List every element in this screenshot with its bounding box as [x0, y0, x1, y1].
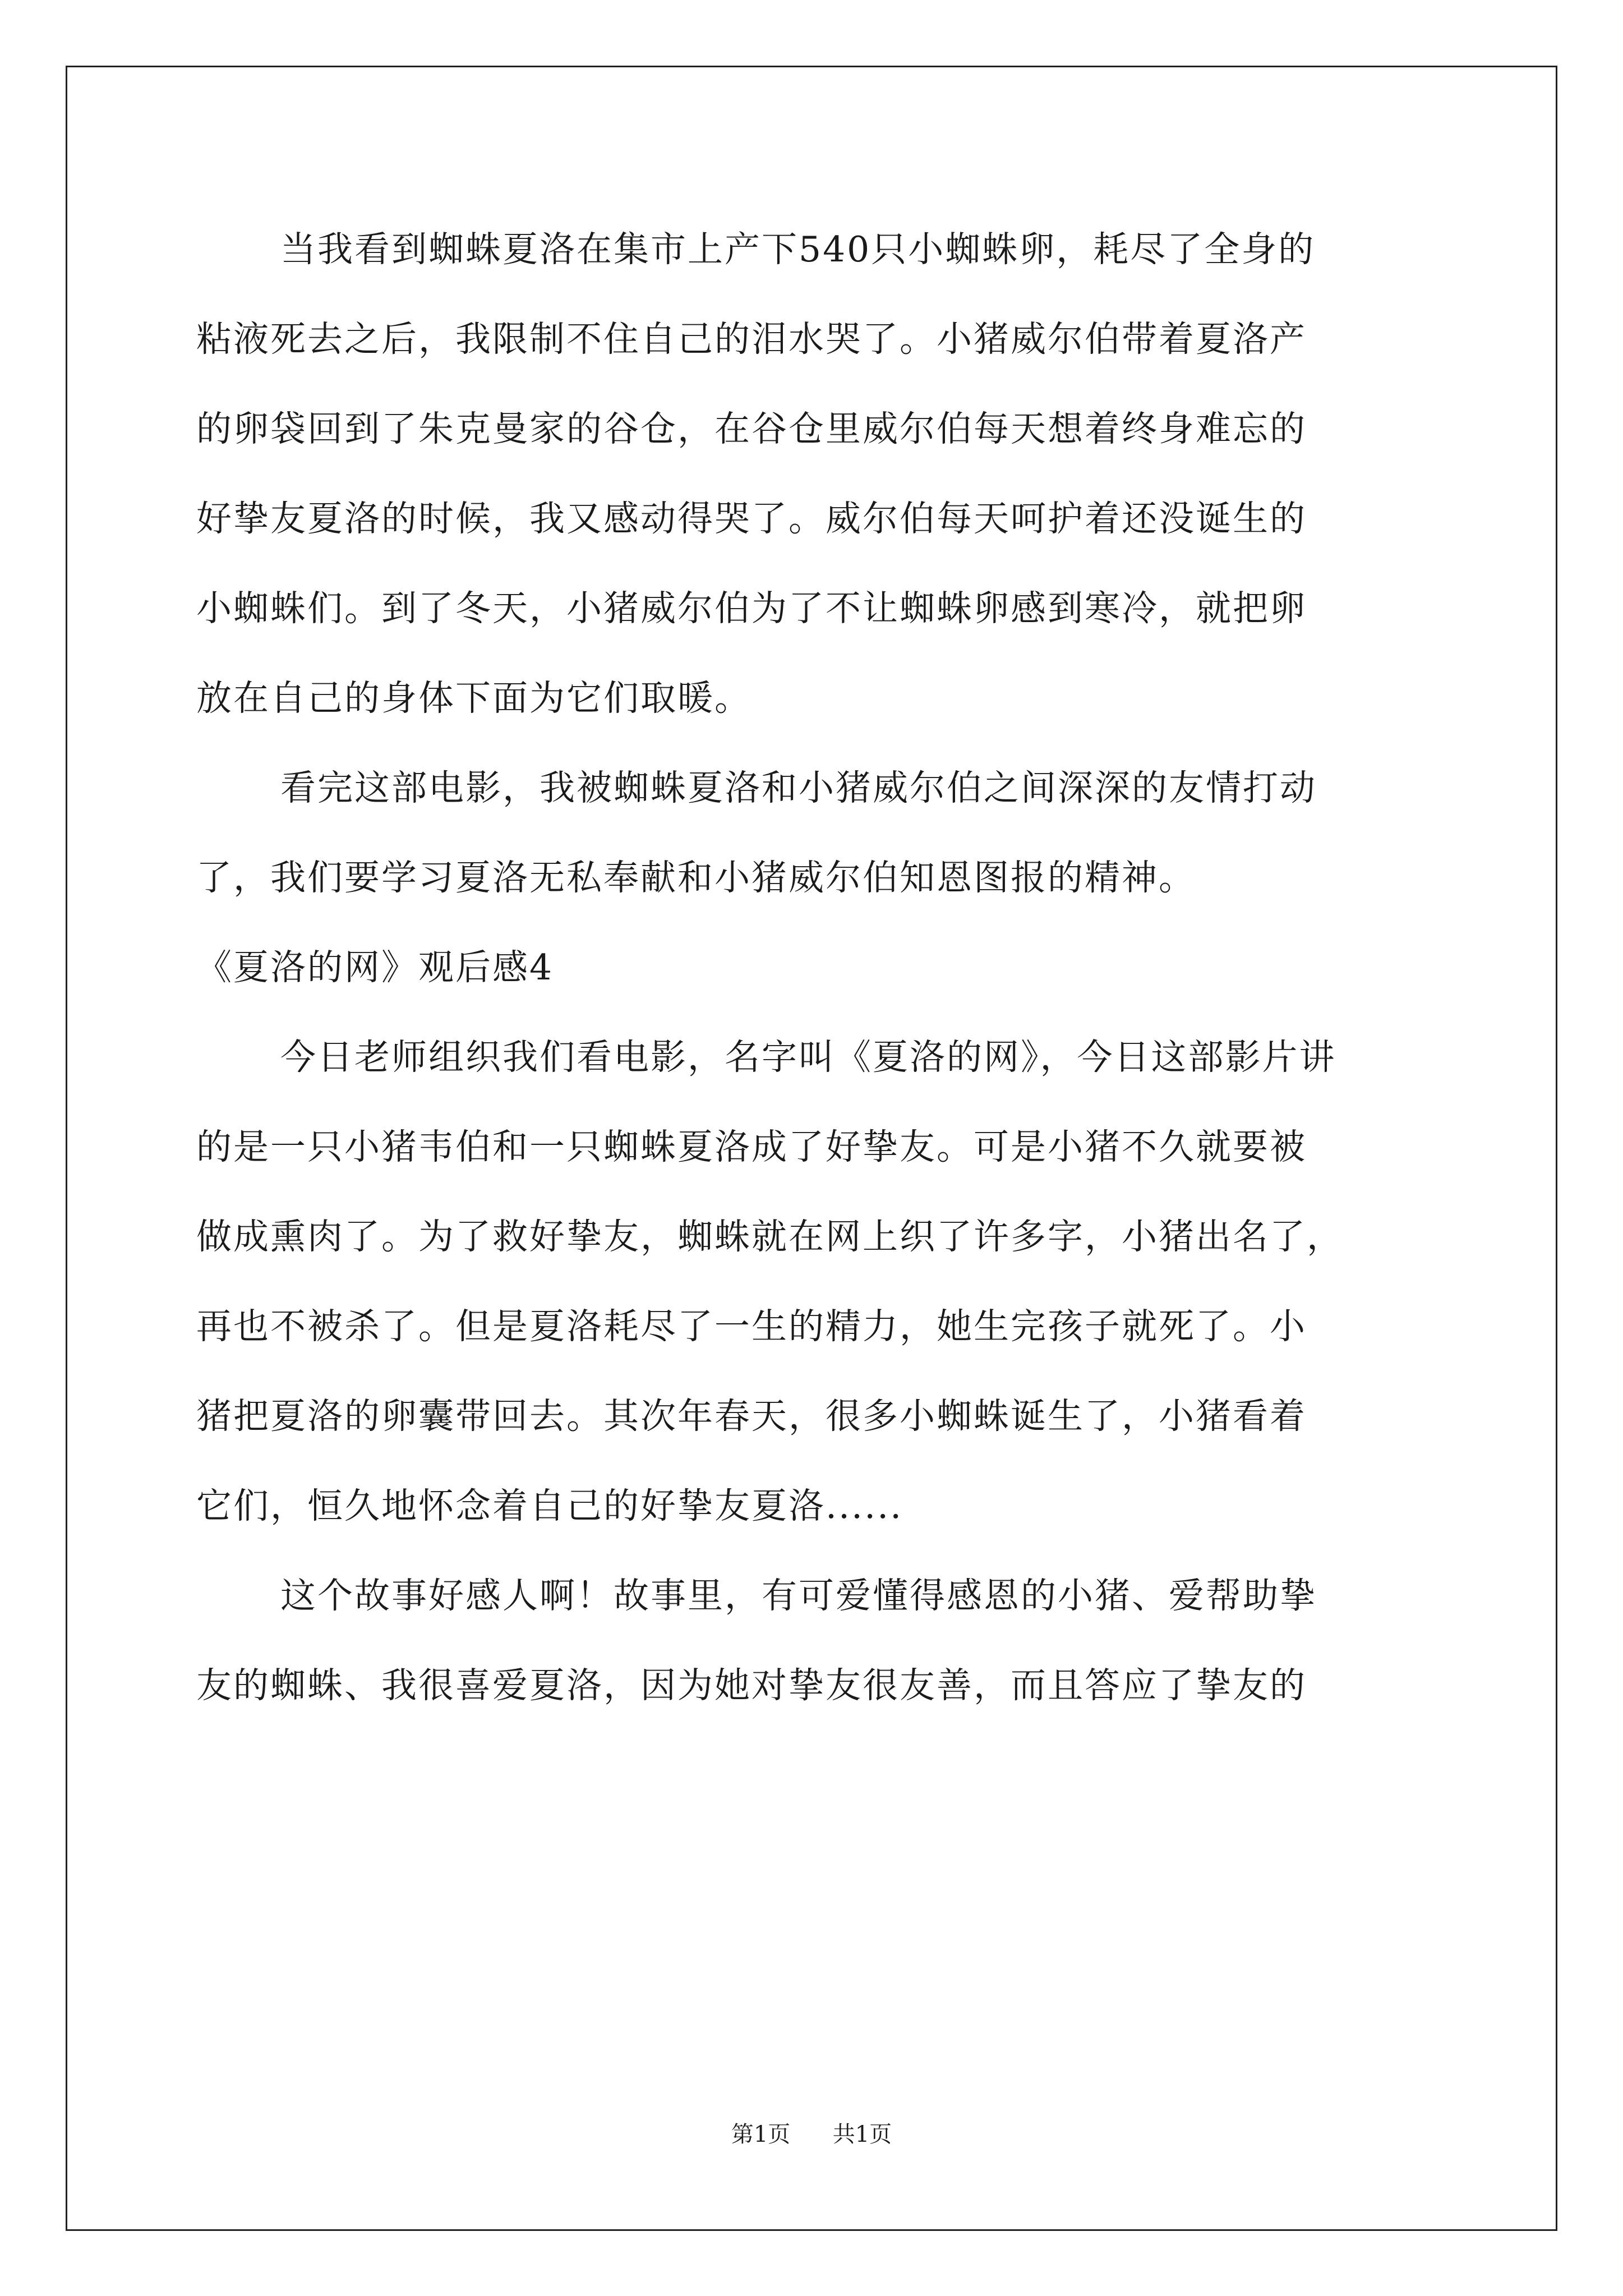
paragraph-line: 猪把夏洛的卵囊带回去。其次年春天，很多小蜘蛛诞生了，小猪看着	[196, 1396, 1307, 1437]
paragraph-line: 做成熏肉了。为了救好挚友，蜘蛛就在网上织了许多字，小猪出名了，	[196, 1216, 1344, 1257]
paragraph-line: 当我看到蜘蛛夏洛在集市上产下540只小蜘蛛卵，耗尽了全身的	[280, 229, 1316, 270]
page-footer	[0, 2120, 1623, 2148]
paragraph-line: 它们，恒久地怀念着自己的好挚友夏洛......	[196, 1485, 903, 1526]
paragraph-line: 的卵袋回到了朱克曼家的谷仓，在谷仓里威尔伯每天想着终身难忘的	[196, 408, 1307, 449]
page-total: 共1页	[832, 2122, 892, 2147]
paragraph-line: 了，我们要学习夏洛无私奉献和小猪威尔伯知恩图报的精神。	[196, 857, 1196, 898]
paragraph-line: 小蜘蛛们。到了冬天，小猪威尔伯为了不让蜘蛛卵感到寒冷，就把卵	[196, 588, 1307, 629]
page-number: 第1页	[731, 2122, 791, 2147]
paragraph-line: 的是一只小猪韦伯和一只蜘蛛夏洛成了好挚友。可是小猪不久就要被	[196, 1126, 1307, 1167]
paragraph-line: 今日老师组织我们看电影，名字叫《夏洛的网》，今日这部影片讲	[280, 1037, 1336, 1078]
paragraph-line: 好挚友夏洛的时候，我又感动得哭了。威尔伯每天呵护着还没诞生的	[196, 498, 1307, 539]
paragraph-line: 这个故事好感人啊！故事里，有可爱懂得感恩的小猪、爱帮助挚	[280, 1575, 1317, 1616]
paragraph-line: 友的蜘蛛、我很喜爱夏洛，因为她对挚友很友善，而且答应了挚友的	[196, 1665, 1307, 1706]
paragraph-line: 放在自己的身体下面为它们取暖。	[196, 678, 751, 719]
paragraph-line: 再也不被杀了。但是夏洛耗尽了一生的精力，她生完孩子就死了。小	[196, 1306, 1307, 1347]
paragraph-line: 看完这部电影，我被蜘蛛夏洛和小猪威尔伯之间深深的友情打动	[280, 767, 1317, 808]
section-heading: 《夏洛的网》观后感4	[196, 947, 554, 988]
paragraph-line: 粘液死去之后，我限制不住自己的泪水哭了。小猪威尔伯带着夏洛产	[196, 319, 1307, 360]
